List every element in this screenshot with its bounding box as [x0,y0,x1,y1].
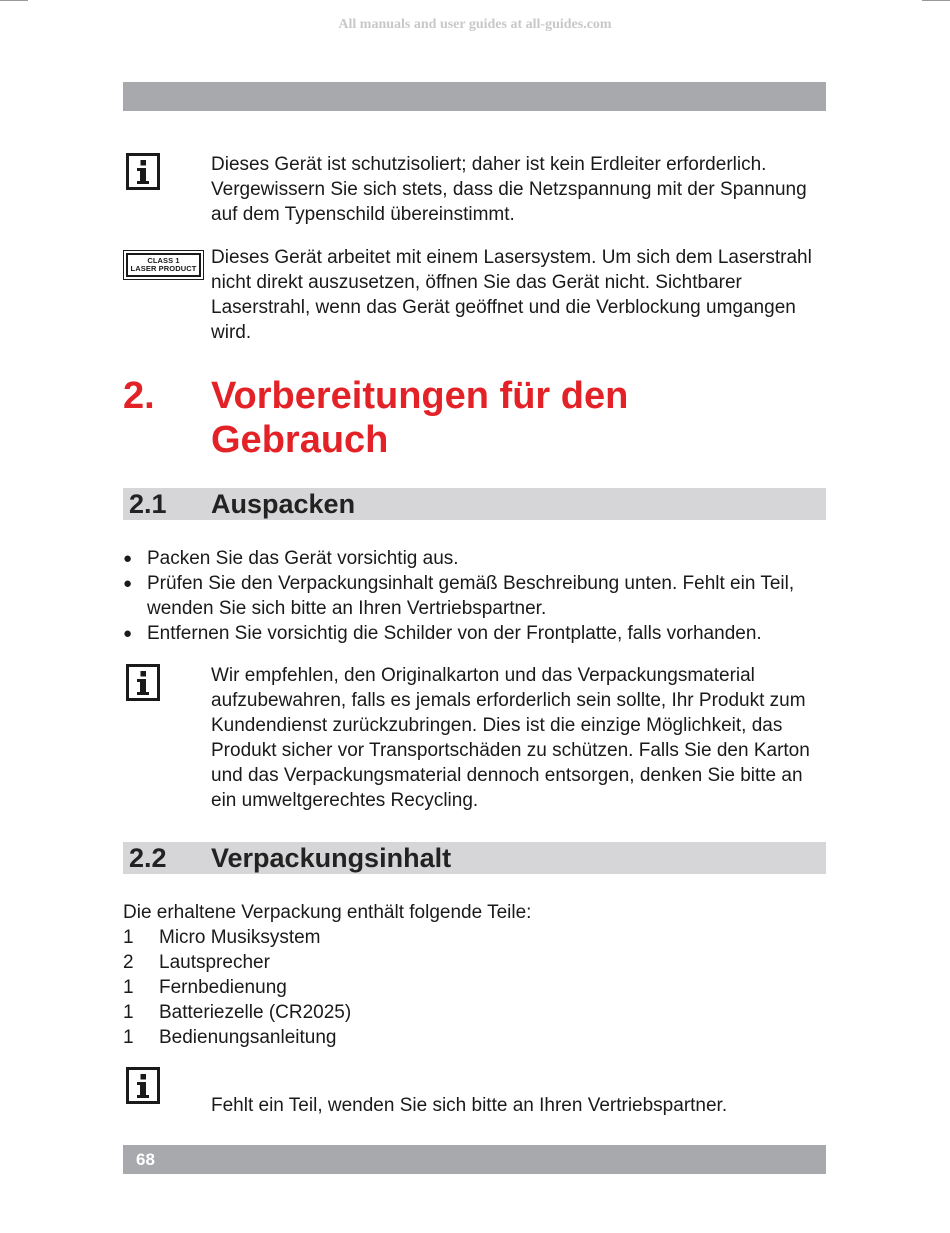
page-number: 68 [136,1150,155,1169]
list-item: 1 Fernbedienung [123,977,287,998]
section-heading-verpackungsinhalt [123,842,826,874]
bullet-icon: ● [123,625,133,642]
list-item: ● Prüfen Sie den Verpackungsinhalt gemäß Beschreibung unten. Fehlt ein Teil, wenden Sie sich bitte an Ihren Vertriebspartner. [123,573,795,619]
section-title: Verpackungsinhalt [211,843,452,873]
list-item: 1 Micro Musiksystem [123,927,321,948]
info-icon [126,664,160,701]
note-laser: Dieses Gerät arbeitet mit einem Lasersystem. Um sich dem Laserstrahl nicht direkt auszusetzen, öffnen Sie das Gerät nicht. Sichtbarer Laserstrahl, wenn das Gerät geöffnet und die Verblockung umgangen wird. [211,247,812,343]
parts-list [123,925,523,1050]
section-number: 2.1 [129,489,167,519]
info-icon [126,153,160,190]
note-missing-part: Fehlt ein Teil, wenden Sie sich bitte an Ihren Vertriebspartner. [211,1095,728,1116]
crop-mark-right [922,0,950,1]
list-item: ● Packen Sie das Gerät vorsichtig aus. [123,548,459,569]
bullet-list [123,546,833,646]
list-item: ● Entfernen Sie vorsichtig die Schilder von der Frontplatte, falls vorhanden. [123,623,762,644]
crop-mark-left [0,0,28,1]
list-item: 2 Lautsprecher [123,952,270,973]
note-packaging: Wir empfehlen, den Originalkarton und das Verpackungsmaterial aufzubewahren, falls es jemals erforderlich sein sollte, Ihr Produkt zum Kundendienst zurückzubringen. Dies ist die einzige Möglichkeit, das Produkt sicher vor Transportschäden zu schützen. Falls Sie den Karton und das Verpackungsmaterial dennoch entsorgen, denken Sie bitte an ein umweltgerechtes Recycling. [211,665,810,811]
laser-class-label [123,250,204,280]
watermark: All manuals and user guides at all-guides.com [338,17,612,32]
chapter-number: 2. [123,375,155,417]
laser-label-line1: CLASS 1 [147,256,180,265]
list-item: 1 Bedienungsanleitung [123,1027,337,1048]
footer-band [123,1145,826,1174]
section-number: 2.2 [129,843,167,873]
laser-label-line2: LASER PRODUCT [130,264,197,273]
bullet-icon: ● [123,550,133,567]
contents-intro: Die erhaltene Verpackung enthält folgende Teile: [123,902,532,923]
note-insulation: Dieses Gerät ist schutzisoliert; daher ist kein Erdleiter erforderlich. Vergewissern Sie sich stets, dass die Netzspannung mit der Spannung auf dem Typenschild übereinstimmt. [211,154,807,225]
section-title: Auspacken [211,489,356,519]
list-item: 1 Batteriezelle (CR2025) [123,1002,352,1023]
header-band [123,82,826,111]
info-icon [126,1067,160,1104]
bullet-icon: ● [123,575,133,592]
chapter-title: Vorbereitungen für den Gebrauch [211,375,629,461]
section-heading-auspacken [123,488,826,520]
